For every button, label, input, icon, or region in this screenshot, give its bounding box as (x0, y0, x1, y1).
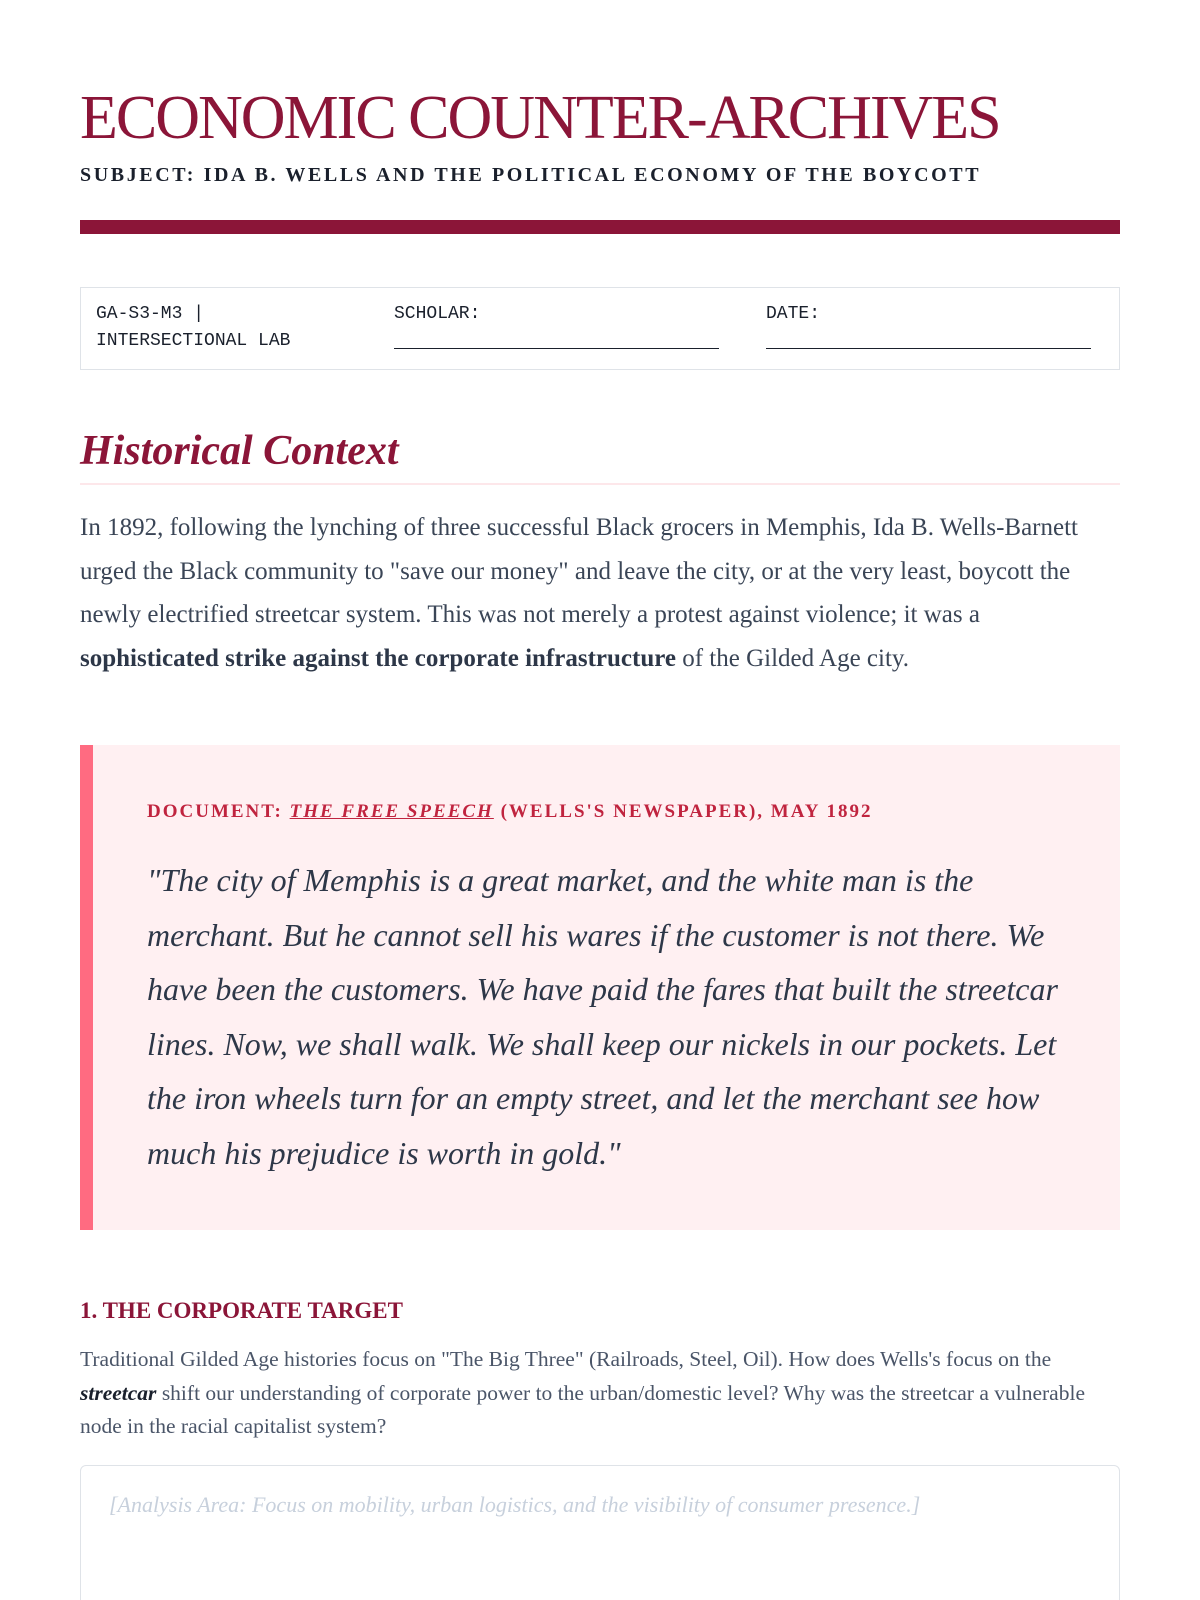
module-code-line2: INTERSECTIONAL LAB (96, 331, 291, 351)
scholar-field[interactable] (394, 301, 719, 349)
question-1-text-start: Traditional Gilded Age histories focus on "The Big Three" (Railroads, Steel, Oil). How does Wells's focus on the (80, 1347, 1052, 1371)
document-label-suffix: (WELLS'S NEWSPAPER), MAY 1892 (493, 801, 873, 822)
primary-source-callout (80, 745, 1120, 1230)
worksheet-meta-box (80, 287, 1120, 370)
question-1-answer-area[interactable] (80, 1465, 1120, 1600)
title-divider (80, 220, 1120, 234)
section-divider (80, 483, 1120, 485)
context-text-start: In 1892, following the lynching of three successful Black grocers in Memphis, Ida B. Wells-Barnett urged the Black community to "save our money" and leave the city, or at the very least, boycott the newly electrified streetcar system. This was not merely a protest against violence; it was a (80, 514, 1078, 628)
date-label: DATE: (766, 304, 821, 324)
question-1-heading: 1. THE CORPORATE TARGET (80, 1298, 403, 1323)
question-1-emphasis: streetcar (80, 1380, 157, 1405)
context-emphasis: sophisticated strike against the corporate infrastructure (80, 644, 676, 672)
answer-placeholder: [Analysis Area: Focus on mobility, urban logistics, and the visibility of consumer presence.] (109, 1492, 921, 1517)
module-code (96, 301, 336, 355)
question-1-prompt (80, 1343, 1120, 1444)
question-1-text-end: shift our understanding of corporate power to the urban/domestic level? Why was the streetcar a vulnerable node in the racial capitalist system? (80, 1380, 1085, 1438)
document-label (147, 801, 872, 823)
scholar-blank-line[interactable] (394, 322, 719, 349)
date-blank-line[interactable] (766, 322, 1091, 349)
document-label-prefix: DOCUMENT: (147, 801, 290, 822)
historical-context-heading: Historical Context (80, 428, 399, 474)
date-field[interactable] (766, 301, 1091, 349)
module-code-line1: GA-S3-M3 | (96, 304, 205, 324)
page-title: ECONOMIC COUNTER-ARCHIVES (80, 84, 1000, 152)
document-source-title: THE FREE SPEECH (289, 801, 494, 822)
document-quote: "The city of Memphis is a great market, and the white man is the merchant. But he cannot sell his wares if the customer is not there. We have been the customers. We have paid the fares that built the streetcar lines. Now, we shall walk. We shall keep our nickels in our pockets. Let the iron wheels turn for an empty street, and let the merchant see how much his prejudice is worth in gold." (147, 862, 1058, 1171)
context-text-end: of the Gilded Age city. (675, 644, 910, 672)
page-subject: SUBJECT: IDA B. WELLS AND THE POLITICAL ECONOMY OF THE BOYCOTT (80, 164, 982, 186)
scholar-label: SCHOLAR: (394, 304, 481, 324)
historical-context-paragraph (80, 506, 1120, 680)
